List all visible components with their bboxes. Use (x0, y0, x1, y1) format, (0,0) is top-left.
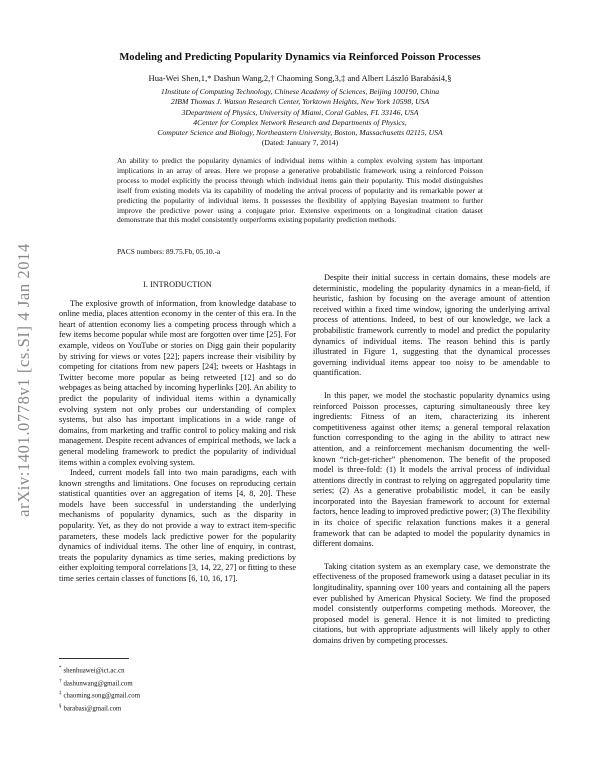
pacs-numbers: PACS numbers: 89.75.Fb, 05.10.-a (117, 247, 221, 256)
footnote: § barabasi@gmail.com (59, 703, 122, 712)
paper-title: Modeling and Predicting Popularity Dynamics via Reinforced Poisson Processes (119, 52, 481, 63)
affiliations (60, 87, 540, 149)
affiliation-4: 4Center for Complex Network Research and Departments of Physics, (193, 117, 407, 127)
date-line: (Dated: January 7, 2014) (261, 138, 339, 148)
paragraph: Taking citation system as an exemplary case, we demonstrate the effectiveness of the proposed framework using a dataset peculiar in its longitudinality, spanning over 100 years and containing all the papers ever published by American Physical Society. We find the proposed model consistently outperforms competing methods. Moreover, the proposed model is general. Hence it is not limited to predicting citations, but with appropriate adjustments will likely apply to other domains driven by competing processes. (313, 561, 550, 645)
affiliation-1: 1Institute of Computing Technology, Chinese Academy of Sciences, Beijing 100190, China (160, 87, 440, 96)
footnote: † dashunwang@gmail.com (59, 678, 133, 687)
footnote-divider (59, 658, 129, 659)
arxiv-stamp-text: arXiv:1401.0778v1 [cs.SI] 4 Jan 2014 (14, 243, 33, 517)
footnotes (59, 664, 140, 714)
right-column (313, 273, 550, 647)
abstract: An ability to predict the popularity dynamics of individual items within a complex evolving system has important implications in an array of areas. Here we propose a generative probabilistic framework using a reinforced Poisson process to model explicitly the process through which individual items gain their popularity. This model distinguishes itself from existing models via its capability of modeling the arrival process of popularity and its remarkable power at predicting the popularity of individual items. It possesses the flexibility of applying Bayesian treatment to further improve the predictive power using a conjugate prior. Extensive experiments on a longitudinal citation dataset demonstrate that this model consistently outperforms existing popularity prediction methods. (117, 156, 483, 225)
paragraph: Indeed, current models fall into two main paradigms, each with known strengths and limitations. One focuses on reproducing certain statistical quantities over an aggregation of items [4, 8, 20]. These models have been successful in understanding the underlying mechanisms of popularity dynamics, such as the disparity in popularity. Yet, as they do not provide a way to extract item-specific parameters, these models lack predictive power for the popularity dynamics of individual items. The other line of enquiry, in contrast, treats the popularity dynamics as time series, making predictions by either exploiting temporal correlations [3, 14, 22, 27] or fitting to these time series certain classes of functions [6, 10, 16, 17]. (59, 468, 296, 584)
affiliation-2: 2IBM Thomas J. Watson Research Center, Yorktown Heights, New York 10598, USA (170, 97, 430, 107)
section-heading: I. INTRODUCTION (143, 280, 212, 289)
paragraph: In this paper, we model the stochastic popularity dynamics using reinforced Poisson processes, capturing simultaneously three key ingredients: Fitness of an item, characterizing its inherent competitiveness against other items; a general temporal relaxation function corresponding to the aging in the ability to attract new attention, and a reinforcement mechanism documenting the well-known “rich-get-richer” phenomenon. The benefit of the proposed model is three-fold: (1) It models the arrival process of individual attentions directly in contrast to relying on aggregated popularity time series; (2) As a generative probabilistic model, it can be easily incorporated into the Bayesian framework to account for external factors, hence leading to improved predictive power; (3) The flexibility in its choice of specific relaxation functions makes it a general framework that can be adapted to model the popularity dynamics in different domains. (313, 390, 550, 549)
author-list: Hua-Wei Shen,1,* Dashun Wang,2,† Chaoming Song,3,‡ and Albert László Barabási4,§ (148, 73, 452, 83)
paragraph: The explosive growth of information, from knowledge database to online media, places attention economy in the center of this era. In the heart of attention economy lies a competing process through which a few items become popular while most are forgotten over time [25]. For example, videos on YouTube or stories on Digg gain their popularity by striving for views or votes [22]; papers increase their visibility by competing for citations from new papers [24]; tweets or Hashtags in Twitter become more popular as being retweeted [12] and so do webpages as being attached by incoming hyperlinks [20]. An ability to predict the popularity of individual items within a dynamically evolving system not only probes our understanding of complex systems, but also has important implications in a wide range of domains, from marketing and traffic control to policy making and risk management. Despite recent advances of empirical methods, we lack a general modeling framework to predict the popularity of individual items within a complex evolving system. (59, 298, 296, 467)
footnote: * shenhuawei@ict.ac.cn (59, 666, 125, 675)
affiliation-4-cont: Computer Science and Biology, Northeastern University, Boston, Massachusetts 02115, USA (157, 128, 443, 138)
left-column (59, 280, 296, 585)
arxiv-stamp (4, 210, 44, 550)
footnote: ‡ chaoming.song@gmail.com (59, 691, 140, 700)
paragraph: Despite their initial success in certain domains, these models are deterministic, modeling the popularity dynamics in a mean-field, if heuristic, fashion by focusing on the average amount of attention received within a fixed time window, ignoring the underlying arrival process of attentions. Indeed, to best of our knowledge, we lack a probabilistic framework currently to model and predict the popularity dynamics of individual items. The reason behind this is partly illustrated in Figure 1, suggesting that the dynamical processes governing individual items appear too noisy to be amendable to quantification. (313, 273, 550, 378)
affiliation-3: 3Department of Physics, University of Miami, Coral Gables, FL 33146, USA (181, 107, 419, 117)
